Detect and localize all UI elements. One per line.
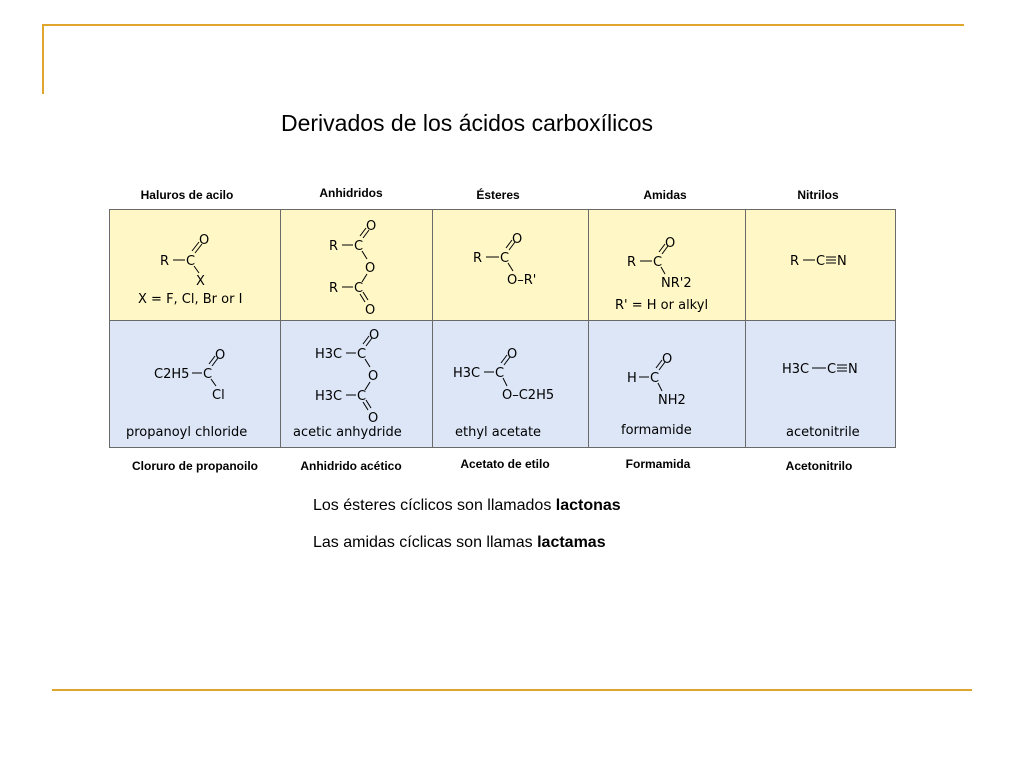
svg-text:C: C [186,254,196,269]
svg-text:C: C [827,362,837,377]
svg-text:O: O [215,348,226,363]
svg-text:N: N [848,362,858,377]
halide-note: X = F, Cl, Br or I [138,292,243,307]
svg-text:O: O [366,219,377,234]
name-acetonitrile: acetonitrile [786,425,860,440]
footer-ethyl-acetate: Acetato de etilo [460,457,550,471]
svg-text:R: R [473,251,483,266]
svg-text:NH2: NH2 [658,393,686,408]
cell-nitrile-general [745,209,896,321]
svg-text:O: O [368,411,379,426]
note-lactams [313,534,606,552]
svg-text:O: O [369,328,380,343]
svg-text:R: R [160,254,170,269]
svg-text:C: C [650,371,660,386]
frame-bottom-line [52,689,972,691]
svg-text:H3C: H3C [782,362,810,377]
name-formamide: formamide [621,423,692,438]
slide-title: Derivados de los ácidos carboxílicos [281,110,654,136]
svg-text:O: O [507,347,518,362]
header-acyl-halides: Haluros de acilo [140,188,234,202]
svg-text:H3C: H3C [453,366,481,381]
svg-text:O–C2H5: O–C2H5 [502,388,555,403]
name-ethyl-acetate: ethyl acetate [455,425,542,440]
svg-text:O: O [199,233,210,248]
note-lactones [313,497,621,515]
svg-text:R: R [627,255,637,270]
svg-text:N: N [837,254,847,269]
cell-ester-general [432,209,589,321]
anhydride-structure [281,210,434,322]
svg-text:O: O [662,352,673,367]
derivatives-table [109,209,896,448]
nitrile-structure [746,210,897,322]
svg-text:R: R [329,281,339,296]
svg-text:C: C [354,281,364,296]
svg-text:C: C [500,251,510,266]
svg-text:C2H5: C2H5 [154,367,190,382]
svg-text:H3C: H3C [315,347,343,362]
header-amides: Amidas [643,188,687,202]
svg-text:R: R [790,254,800,269]
frame-left-line [42,24,44,94]
svg-text:O: O [368,369,379,384]
cell-anhydride-general [280,209,433,321]
note-lactones-text: Los ésteres cíclicos son llamados [313,497,556,514]
svg-text:Cl: Cl [212,388,225,403]
svg-text:O: O [365,261,376,276]
cell-amide-example [588,320,746,448]
note-lactams-term: lactamas [537,534,606,551]
svg-text:C: C [816,254,826,269]
footer-propanoyl-chloride: Cloruro de propanoilo [132,459,258,473]
cell-ester-example [432,320,589,448]
svg-text:C: C [495,366,505,381]
cell-acyl-halide-general [109,209,281,321]
svg-text:H: H [627,371,637,386]
cell-nitrile-example [745,320,896,448]
note-lactones-term: lactonas [555,497,621,514]
ester-structure [433,210,590,322]
cell-anhydride-example [280,320,433,448]
header-nitriles: Nitrilos [797,188,839,202]
svg-text:O–R': O–R' [507,273,537,288]
name-acetic-anhydride: acetic anhydride [293,425,402,440]
frame-top-line [42,24,964,26]
svg-text:O: O [665,236,676,251]
note-lactams-text: Las amidas cíclicas son llamas [313,534,538,551]
svg-text:H3C: H3C [315,389,343,404]
svg-text:NR'2: NR'2 [661,276,692,291]
cell-acyl-halide-example [109,320,281,448]
svg-text:C: C [357,389,367,404]
footer-acetic-anhydride: Anhidrido acético [300,459,402,473]
svg-text:X: X [196,274,205,289]
svg-text:C: C [203,367,213,382]
svg-text:O: O [512,232,523,247]
header-esters: Ésteres [476,188,520,202]
amide-note: R' = H or alkyl [615,298,709,313]
cell-amide-general [588,209,746,321]
footer-acetonitrile: Acetonitrilo [785,459,853,473]
name-propanoyl-chloride: propanoyl chloride [126,425,248,440]
svg-text:R: R [329,239,339,254]
svg-text:O: O [365,303,376,318]
svg-text:C: C [653,255,663,270]
footer-formamide: Formamida [625,457,691,471]
svg-text:C: C [354,239,364,254]
header-anhydrides: Anhidridos [319,186,383,200]
svg-text:C: C [357,347,367,362]
